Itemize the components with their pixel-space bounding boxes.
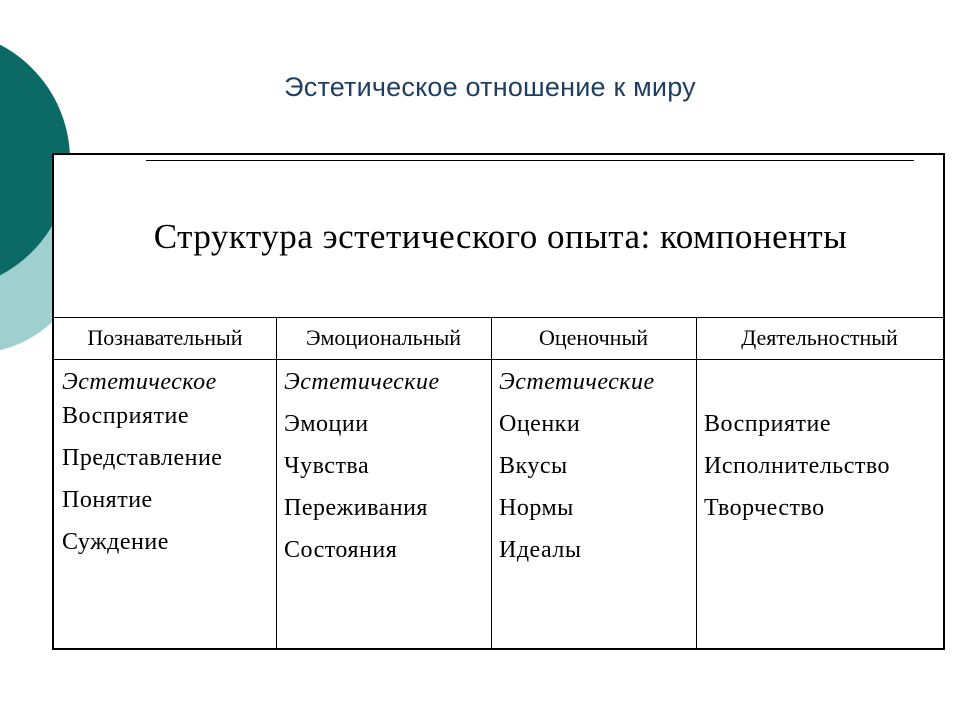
components-table [52,153,945,650]
column-header-activity: Деятельностный [741,325,898,350]
table-heading: Структура эстетического опыта: компоненты [153,217,848,256]
cell-line: Эстетические [499,369,655,395]
cell-line: Оценки [499,411,581,437]
cell-line: Суждение [62,529,169,555]
cell-line: Исполнительство [704,453,891,479]
column-cell-activity [696,359,943,648]
slide-title: Эстетическое отношение к миру [284,72,696,102]
cell-line: Переживания [284,495,428,521]
column-cell-emotional [276,359,491,648]
cell-line: Понятие [62,487,153,513]
cell-line: Творчество [704,495,825,521]
cell-line: Состояния [284,537,398,563]
cell-line: Нормы [499,495,574,521]
column-cell-evaluative [491,359,696,648]
cell-line: Эстетические [284,369,440,395]
cell-line: Эмоции [284,411,369,437]
cell-line: Идеалы [499,537,582,563]
cell-line: Восприятие [704,411,831,437]
cell-line: Чувства [284,453,370,479]
cell-line: Эстетическое [62,369,217,395]
column-header-emotional: Эмоциональный [305,325,462,350]
column-cell-cognitive [54,359,276,648]
cell-line: Восприятие [62,403,189,429]
column-header-evaluative: Оценочный [538,325,649,350]
top-rule [146,160,914,161]
column-header-cognitive: Познавательный [87,325,243,350]
cell-line: Представление [62,445,223,471]
cell-line: Вкусы [499,453,568,479]
